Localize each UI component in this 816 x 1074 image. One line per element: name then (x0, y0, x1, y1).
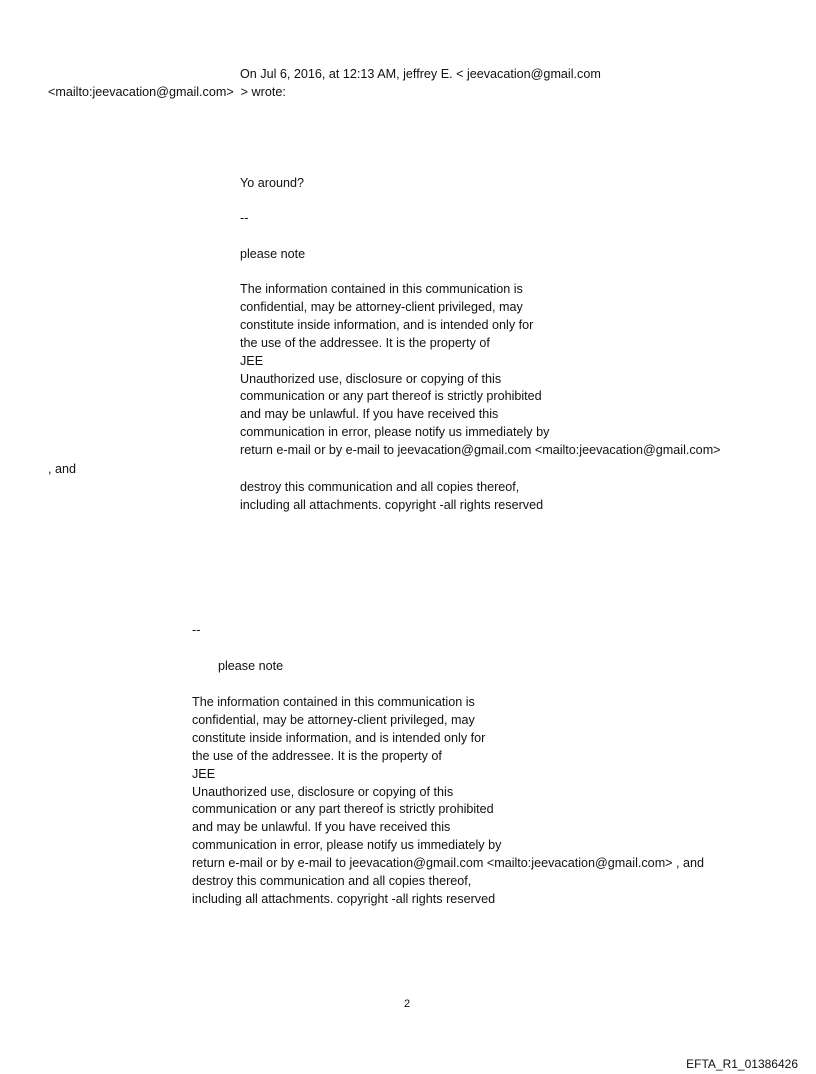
disclaimer-line: Unauthorized use, disclosure or copying of this (192, 784, 454, 799)
quoted-header-line-1: On Jul 6, 2016, at 12:13 AM, jeffrey E. < jeevacation@gmail.com (240, 67, 601, 81)
document-id: EFTA_R1_01386426 (686, 1057, 798, 1071)
disclaimer-line: and may be unlawful. If you have received this (192, 820, 451, 835)
disclaimer-line: communication in error, please notify us immediately by (192, 838, 502, 853)
note-title: please note (240, 247, 306, 261)
disclaimer-line: return e-mail or by e-mail to jeevacation@gmail.com <mailto:jeevacation@gmail.com> , and (192, 856, 705, 871)
disclaimer-line: destroy this communication and all copies thereof, (240, 480, 520, 494)
disclaimer-line: including all attachments. copyright -all rights reserved (192, 891, 496, 906)
disclaimer-line: the use of the addressee. It is the property of (192, 748, 442, 763)
disclaimer-line: The information contained in this communication is (240, 282, 523, 296)
disclaimer-line: JEE (192, 766, 216, 781)
signature-separator: -- (240, 211, 249, 225)
disclaimer-line: constitute inside information, and is intended only for (192, 730, 486, 745)
disclaimer-line: and may be unlawful. If you have received this (240, 407, 499, 422)
disclaimer-line: return e-mail or by e-mail to jeevacation@gmail.com <mailto:jeevacation@gmail.com> (240, 443, 721, 458)
disclaimer-line: The information contained in this communication is (192, 695, 475, 709)
disclaimer-line: communication or any part thereof is strictly prohibited (192, 802, 494, 817)
disclaimer-line: Unauthorized use, disclosure or copying of this (240, 371, 502, 386)
disclaimer-line: JEE (240, 353, 264, 368)
inner-disclaimer-b (240, 479, 543, 515)
outer-disclaimer (192, 694, 704, 909)
quoted-header-line-2: <mailto:jeevacation@gmail.com> > wrote: (48, 85, 286, 99)
disclaimer-line: the use of the addressee. It is the property of (240, 335, 490, 350)
disclaimer-line: communication in error, please notify us immediately by (240, 425, 550, 440)
note-title: please note (218, 659, 284, 673)
wrap-fragment: , and (48, 462, 77, 476)
disclaimer-line: communication or any part thereof is strictly prohibited (240, 389, 542, 404)
message-body: Yo around? (240, 176, 304, 190)
disclaimer-line: including all attachments. copyright -all rights reserved (240, 497, 544, 512)
page-number: 2 (404, 998, 411, 1010)
signature-separator: -- (192, 623, 201, 637)
disclaimer-line: confidential, may be attorney-client privileged, may (192, 712, 475, 727)
disclaimer-line: destroy this communication and all copies thereof, (192, 874, 472, 889)
inner-disclaimer-a (240, 281, 721, 460)
disclaimer-line: constitute inside information, and is intended only for (240, 317, 534, 332)
disclaimer-line: confidential, may be attorney-client privileged, may (240, 299, 523, 314)
